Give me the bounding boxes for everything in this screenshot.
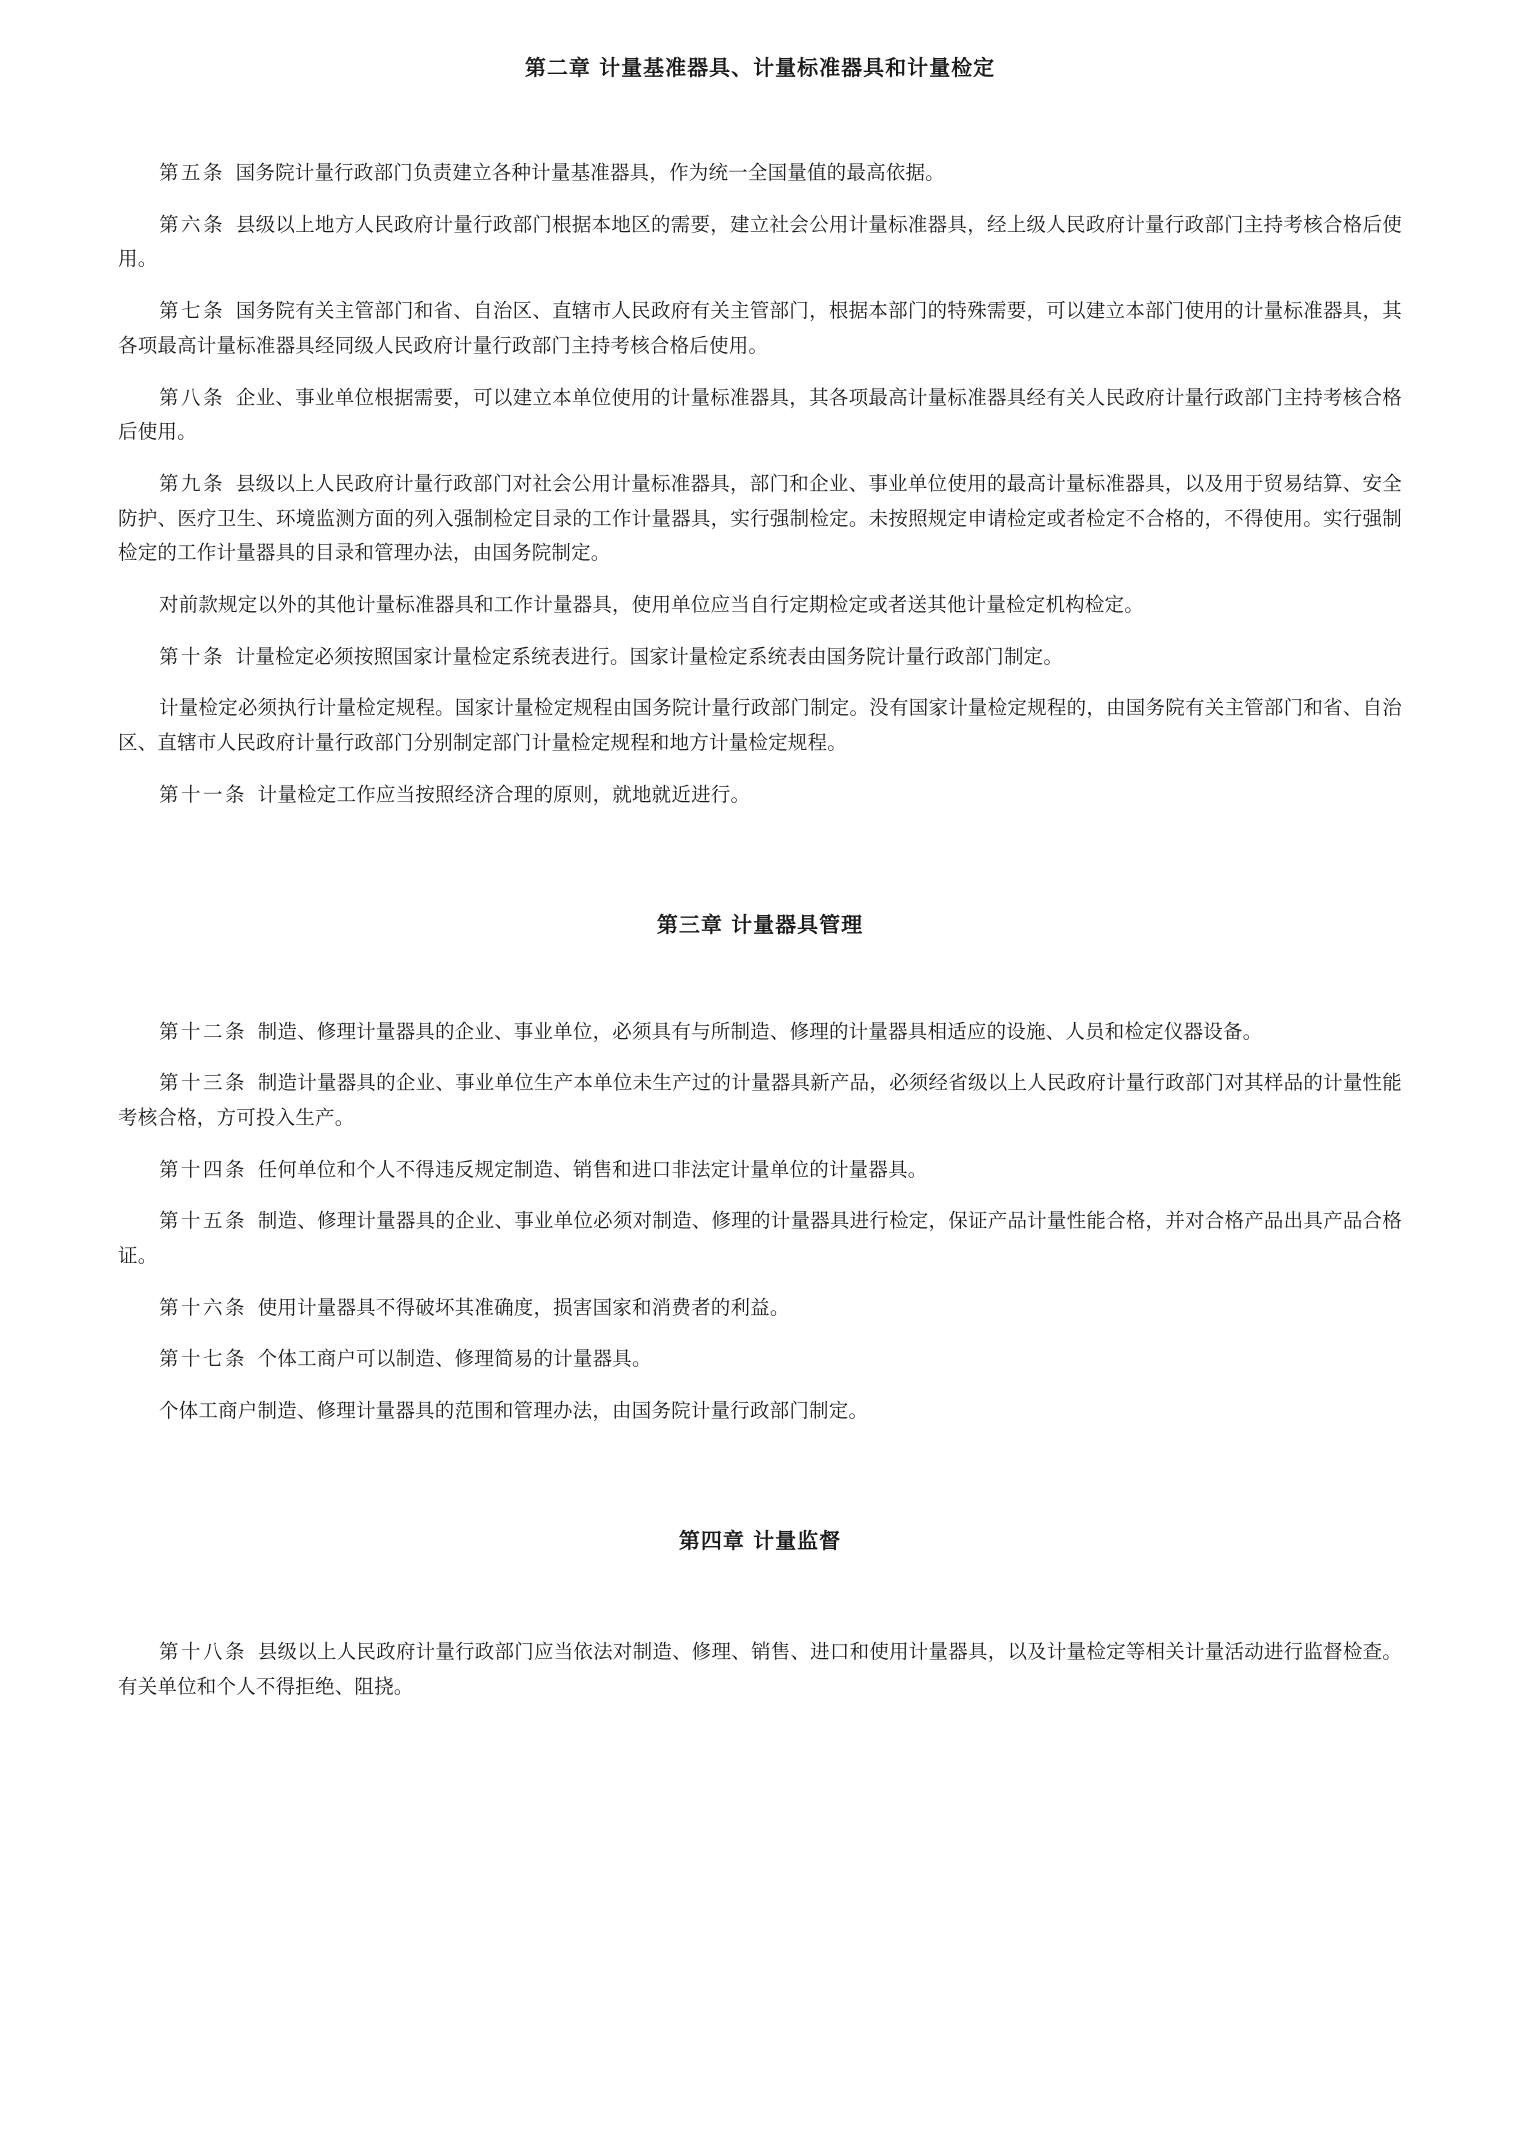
article-label: 第十四条 xyxy=(158,1157,247,1181)
article-label: 第十条 xyxy=(158,644,225,668)
article-paragraph xyxy=(118,1291,1402,1326)
article-text: 计量检定必须按照国家计量检定系统表进行。国家计量检定系统表由国务院计量行政部门制定。 xyxy=(235,644,1064,668)
article-text: 计量检定必须执行计量检定规程。国家计量检定规程由国务院计量行政部门制定。没有国家计量检定规程的，由国务院有关主管部门和省、自治区、直辖市人民政府计量行政部门分别制定部门计量检定规程和地方计量检定规程。 xyxy=(118,696,1402,755)
article-paragraph xyxy=(118,691,1402,760)
article-text: 县级以上人民政府计量行政部门对社会公用计量标准器具，部门和企业、事业单位使用的最高计量标准器具，以及用于贸易结算、安全防护、医疗卫生、环境监测方面的列入强制检定目录的工作计量器具，实行强制检定。未按照规定申请检定或者检定不合格的，不得使用。实行强制检定的工作计量器具的目录和管理办法，由国务院制定。 xyxy=(118,471,1402,565)
article-paragraph xyxy=(118,1153,1402,1188)
article-label: 第十六条 xyxy=(158,1295,247,1319)
article-paragraph xyxy=(118,778,1402,813)
article-paragraph xyxy=(118,467,1402,571)
article-text: 县级以上地方人民政府计量行政部门根据本地区的需要，建立社会公用计量标准器具，经上级人民政府计量行政部门主持考核合格后使用。 xyxy=(118,212,1402,271)
article-paragraph xyxy=(118,1342,1402,1377)
chapter-3-body xyxy=(118,1015,1402,1429)
article-text: 对前款规定以外的其他计量标准器具和工作计量器具，使用单位应当自行定期检定或者送其他计量检定机构检定。 xyxy=(158,593,1144,617)
chapter-2-body xyxy=(118,156,1402,813)
article-label: 第八条 xyxy=(158,385,226,409)
article-paragraph xyxy=(118,1394,1402,1429)
article-text: 制造、修理计量器具的企业、事业单位必须对制造、修理的计量器具进行检定，保证产品计量性能合格，并对合格产品出具产品合格证。 xyxy=(118,1209,1402,1268)
chapter-4-body xyxy=(118,1635,1402,1704)
article-paragraph xyxy=(118,294,1402,363)
article-paragraph xyxy=(118,208,1402,277)
article-label: 第十一条 xyxy=(158,782,247,806)
article-paragraph xyxy=(118,156,1402,191)
article-label: 第五条 xyxy=(158,161,225,184)
article-text: 企业、事业单位根据需要，可以建立本单位使用的计量标准器具，其各项最高计量标准器具经有关人民政府计量行政部门主持考核合格后使用。 xyxy=(118,385,1402,444)
article-label: 第六条 xyxy=(158,212,226,236)
article-label: 第七条 xyxy=(158,299,226,323)
article-paragraph xyxy=(118,381,1402,450)
article-text: 使用计量器具不得破坏其准确度，损害国家和消费者的利益。 xyxy=(257,1295,790,1319)
article-label: 第十二条 xyxy=(158,1019,247,1043)
article-paragraph xyxy=(118,1066,1402,1135)
article-text: 计量检定工作应当按照经济合理的原则，就地就近进行。 xyxy=(257,782,751,806)
chapter-4-heading: 第四章 计量监督 xyxy=(678,1528,842,1553)
article-text: 个体工商户制造、修理计量器具的范围和管理办法，由国务院计量行政部门制定。 xyxy=(158,1399,869,1423)
article-label: 第十七条 xyxy=(158,1347,247,1371)
article-label: 第十三条 xyxy=(158,1071,248,1095)
article-text: 制造、修理计量器具的企业、事业单位，必须具有与所制造、修理的计量器具相适应的设施、人员和检定仪器设备。 xyxy=(257,1019,1263,1043)
article-paragraph xyxy=(118,1015,1402,1050)
article-text: 个体工商户可以制造、修理简易的计量器具。 xyxy=(257,1347,652,1371)
article-label: 第十八条 xyxy=(158,1639,248,1663)
article-label: 第九条 xyxy=(158,471,226,495)
article-paragraph xyxy=(118,1204,1402,1273)
chapter-2-heading: 第二章 计量基准器具、计量标准器具和计量检定 xyxy=(524,56,996,80)
article-paragraph xyxy=(118,588,1402,623)
article-text: 县级以上人民政府计量行政部门应当依法对制造、修理、销售、进口和使用计量器具，以及计量检定等相关计量活动进行监督检查。有关单位和个人不得拒绝、阻挠。 xyxy=(118,1639,1402,1698)
article-text: 任何单位和个人不得违反规定制造、销售和进口非法定计量单位的计量器具。 xyxy=(257,1157,928,1181)
article-label: 第十五条 xyxy=(158,1209,248,1233)
article-text: 制造计量器具的企业、事业单位生产本单位未生产过的计量器具新产品，必须经省级以上人民政府计量行政部门对其样品的计量性能考核合格，方可投入生产。 xyxy=(118,1071,1402,1129)
article-paragraph xyxy=(118,640,1402,675)
article-text: 国务院计量行政部门负责建立各种计量基准器具，作为统一全国量值的最高依据。 xyxy=(235,161,945,184)
chapter-3-heading: 第三章 计量器具管理 xyxy=(656,912,864,937)
article-text: 国务院有关主管部门和省、自治区、直辖市人民政府有关主管部门，根据本部门的特殊需要，可以建立本部门使用的计量标准器具，其各项最高计量标准器具经同级人民政府计量行政部门主持考核合格后使用。 xyxy=(118,299,1402,357)
article-paragraph xyxy=(118,1635,1402,1704)
